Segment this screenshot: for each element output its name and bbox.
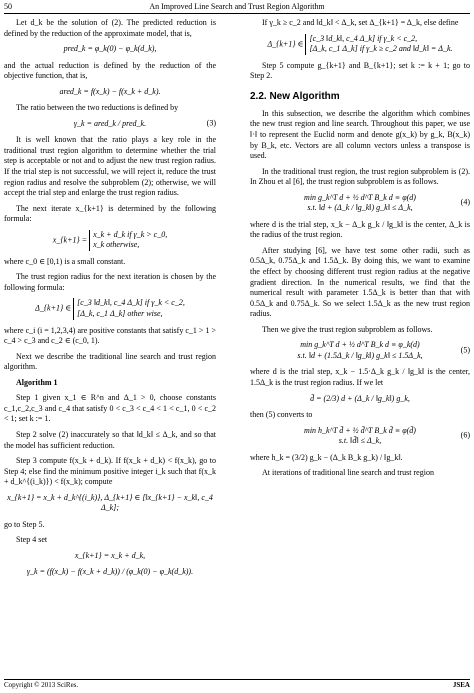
equation-4	[250, 193, 470, 214]
equation-5-objective: min g_k^T d + ½ d^T B_k d ≡ φ_k(d)	[300, 340, 420, 350]
case-line: [Δ_k, c_1 Δ_k] other wise,	[77, 309, 163, 319]
case-line: [Δ_k, c_1 Δ_k] if γ_k ≥ c_2 and ‖d_k‖ = Δ_k.	[309, 44, 453, 54]
paragraph: It is well known that the ratio plays a key role in the traditional trust region algorithm to determine whether the trial step is acceptable or not and to adjust the new trust region radius. If the trial step is not successful, we will reject it, reduce the trust region radius and resolve the subproblem (2); otherwise, we will accept the trial step and enlarge the trust region radius.	[4, 135, 216, 198]
header-rule	[4, 13, 470, 14]
paragraph: and the actual reduction is defined by the reduction of the objective function, that is,	[4, 60, 216, 81]
equation-6-constraint: s.t. ‖d̄‖ ≤ Δ_k,	[338, 436, 382, 446]
paragraph: After studying [6], we have test some other radii, such as 0.5Δ_k, 0.75Δ_k and 1.5Δ_k. By doing this, we want to examine the effect by choosing different trust region radius at the negative gradient direction. In the numerical results, we find that the numerical result with parameter 1.5Δ_k is better than that with 0.5Δ_k and 0.75Δ_k. So we select 1.5Δ_k as the new trust region radius.	[250, 245, 470, 319]
paragraph: where d is the trial step, x_k − 1.5·Δ_k g_k / ‖g_k‖ is the center, 1.5Δ_k is the trust region radius. If we let	[250, 367, 470, 387]
equation-step3: x_{k+1} = x_k + d_k^{(i_k)}, Δ_{k+1} ∈ [‖x_{k+1} − x_k‖, c_4 Δ_k];	[7, 492, 213, 513]
equation-5	[250, 340, 470, 361]
paragraph: The ratio between the two reductions is defined by	[16, 103, 179, 113]
equation-3	[4, 119, 216, 130]
algorithm-title: Algorithm 1	[16, 377, 58, 387]
algorithm-step: Step 1 given x_1 ∈ R^n and Δ_1 > 0, choose constants c_1,c_2,c_3 and c_4 that satisfy 0 < c_3 < c_4 < 1 < c_1, 0 < c_2 < 1; set k := 1.	[4, 393, 216, 424]
algorithm-step: Step 5 compute g_{k+1} and B_{k+1}; set k := k + 1; go to Step 2.	[250, 60, 470, 81]
cases-block	[305, 34, 452, 55]
equation-pred: pred_k = φ_k(0) − φ_k(d_k),	[63, 44, 157, 54]
equation-6	[250, 426, 470, 447]
paragraph: In this subsection, we describe the algorithm which combines the new trust region and line search. Throughout this paper, we use ‖·‖ to represent the Euclid norm and denote g(x_k) by g_k, B(x_k) by B_k, etc. Vectors are all column vectors unless a transpose is used.	[250, 108, 470, 161]
algorithm-step: Step 2 solve (2) inaccurately so that ‖d_k‖ ≤ Δ_k, and so that the model has sufficient reduction.	[4, 429, 216, 450]
equation-lhs: x_{k+1} =	[52, 235, 88, 245]
equation-step4a: x_{k+1} = x_k + d_k,	[74, 550, 146, 560]
paragraph: Let d_k be the solution of (2). The predicted reduction is defined by the reduction of the approximate model, that is,	[4, 18, 216, 38]
equation-number: (3)	[206, 118, 216, 128]
equation-dbar: d̄ = (2/3) d + (Δ_k / ‖g_k‖) g_k,	[310, 393, 410, 403]
paragraph: where c_i (i = 1,2,3,4) are positive constants that satisfy c_1 > 1 > c_4 > c_3 and c_2 ∈ (c_0, 1).	[4, 325, 216, 346]
paragraph: In the traditional trust region, the trust region subproblem is (2). In Zhou et al [6], the trust region subproblem is as follows.	[250, 166, 470, 187]
cases-block	[73, 298, 185, 319]
equation-lhs: Δ_{k+1} ∈	[35, 303, 72, 313]
case-line: x_k + d_k if γ_k > c_0,	[93, 229, 168, 239]
equation-number: (6)	[460, 430, 470, 440]
equation-4-objective: min g_k^T d + ½ d^T B_k d ≡ φ(d)	[304, 192, 416, 202]
equation-radius-update	[250, 34, 470, 55]
equation-step4b: γ_k = (f(x_k) − f(x_k + d_k)) / (φ_k(0) − φ_k(d_k)).	[26, 567, 194, 577]
equation-5-constraint: s.t. ‖d + (1.5Δ_k / ‖g_k‖) g_k‖ ≤ 1.5Δ_k,	[297, 350, 423, 360]
paragraph: Next we describe the traditional line search and trust region algorithm.	[4, 351, 216, 372]
paragraph: Then we give the trust region subproblem as follows.	[262, 324, 433, 334]
case-line: [c_3 ‖d_k‖, c_4 Δ_k] if γ_k < c_2,	[309, 33, 418, 43]
section-heading: 2.2. New Algorithm	[250, 90, 340, 102]
right-column	[250, 18, 470, 484]
paragraph: go to Step 5.	[4, 519, 45, 529]
paragraph: The next iterate x_{k+1} is determined by the following formula:	[4, 203, 216, 224]
algorithm-step: Step 3 compute f(x_k + d_k). If f(x_k + d_k) < f(x_k), go to Step 4; else find the minimum positive integer i_k such that f(x_k + d_k^{(i_k)}) < f(x_k); compute	[4, 456, 216, 487]
paragraph: If γ_k ≥ c_2 and ‖d_k‖ < Δ_k, set Δ_{k+1} = Δ_k, else define	[262, 18, 459, 27]
cases-block	[89, 230, 167, 251]
equation-lhs: Δ_{k+1} ∈	[267, 38, 304, 48]
journal-abbrev: JSEA	[452, 681, 470, 689]
case-line: [c_3 ‖d_k‖, c_4 Δ_k] if γ_k < c_2,	[77, 298, 185, 308]
equation-number: (5)	[460, 345, 470, 355]
running-title: An Improved Line Search and Trust Region Algorithm	[149, 2, 325, 11]
paragraph: where h_k = (3/2) g_k − (Δ_k B_k g_k) / ‖g_k‖.	[250, 452, 403, 462]
equation-6-objective: min h_k^T d̄ + ½ d̄^T B_k d̄ ≡ φ(d̄)	[304, 425, 416, 435]
equation-number: (4)	[460, 198, 470, 208]
copyright: Copyright © 2013 SciRes.	[4, 681, 79, 689]
equation-next-iterate	[4, 230, 216, 251]
equation-4-constraint: s.t. ‖d + (Δ_k / ‖g_k‖) g_k‖ ≤ Δ_k,	[307, 203, 413, 213]
paragraph: At iterations of traditional line search and trust region	[262, 468, 434, 478]
left-column	[4, 18, 216, 584]
equation-3-body: γ_k = ared_k / pred_k.	[73, 118, 147, 128]
paragraph: then (5) converts to	[250, 410, 313, 420]
algorithm-step: Step 4 set	[16, 535, 48, 545]
footer-rule	[4, 679, 470, 680]
equation-ared: ared_k = f(x_k) − f(x_k + d_k).	[59, 86, 161, 96]
paragraph: The trust region radius for the next iteration is chosen by the following formula:	[4, 272, 216, 292]
case-line: x_k otherwise,	[93, 240, 140, 250]
page-footer	[4, 681, 470, 691]
page-number: 50	[4, 2, 12, 11]
equation-radius	[4, 298, 216, 319]
paragraph: where d is the trial step, x_k − Δ_k g_k / ‖g_k‖ is the center, Δ_k is the radius of the trust region.	[250, 219, 470, 240]
page-header	[4, 2, 470, 12]
paragraph: where c_0 ∈ [0,1) is a small constant.	[4, 256, 126, 266]
